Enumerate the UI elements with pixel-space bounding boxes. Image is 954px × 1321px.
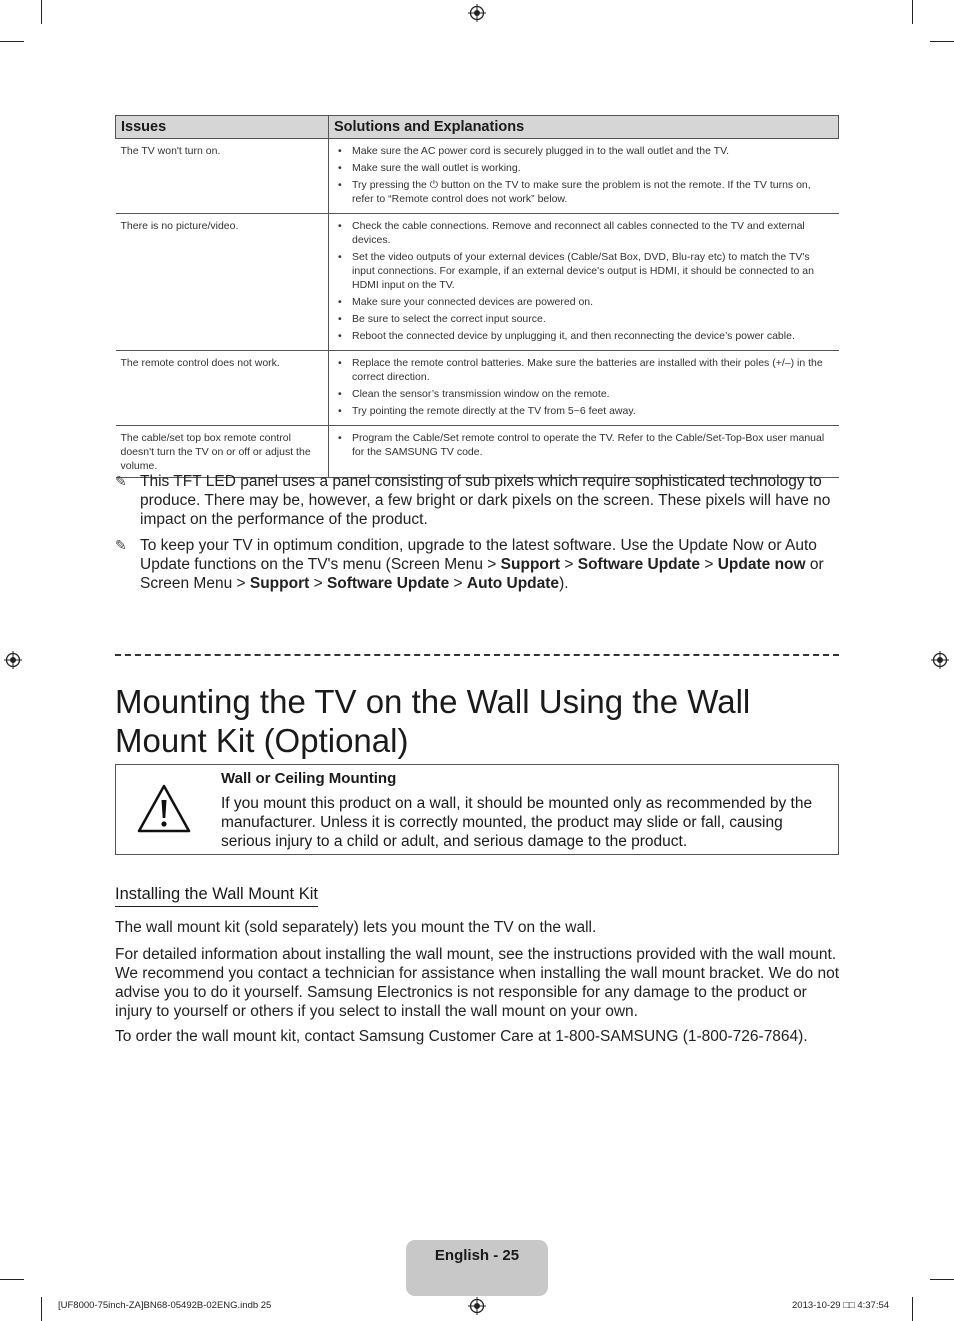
menu-separator: > xyxy=(560,556,578,573)
solution-item: • Replace the remote control batteries. Make sure the batteries are installed with their poles (+/–) in the correct direction. xyxy=(334,356,834,384)
issue-cell: The cable/set top box remote control doesn't turn the TV on or off or adjust the volume. xyxy=(116,426,329,478)
column-header-issues: Issues xyxy=(116,116,329,139)
table-row xyxy=(116,426,839,478)
solution-item: • Make sure the wall outlet is working. xyxy=(334,161,834,175)
registration-mark-icon xyxy=(468,4,486,22)
menu-separator: > xyxy=(309,575,327,592)
menu-separator: > xyxy=(449,575,467,592)
solution-item: • Try pointing the remote directly at the TV from 5~6 feet away. xyxy=(334,404,834,418)
issue-cell: There is no picture/video. xyxy=(116,214,329,351)
troubleshooting-table xyxy=(115,115,839,478)
note-text: This TFT LED panel uses a panel consisting of sub pixels which require sophisticated technology to produce. There may be, however, a few bright or dark pixels on the screen. These pixels will have no impact on the performance of the product. xyxy=(140,473,831,528)
crop-mark xyxy=(41,1297,42,1321)
registration-mark-icon xyxy=(468,1297,486,1315)
paragraph: To order the wall mount kit, contact Samsung Customer Care at 1-800-SAMSUNG (1-800-726-7864). xyxy=(115,1028,808,1045)
file-info: [UF8000-75inch-ZA]BN68-05492B-02ENG.indb 25 xyxy=(58,1300,272,1311)
menu-path-support: Support xyxy=(500,556,561,573)
solution-item: • Reboot the connected device by unplugging it, and then reconnecting the device’s power cable. xyxy=(334,329,834,343)
note-text-segment: To keep your TV in optimum condition, upgrade to the latest software. Use the Update Now or Auto Update functions on the TV's menu (Screen Menu > xyxy=(140,537,817,573)
crop-mark xyxy=(912,1297,913,1321)
registration-mark-icon xyxy=(4,651,22,669)
page-number-tab xyxy=(406,1240,548,1296)
note-software-update xyxy=(115,536,839,593)
crop-mark xyxy=(912,0,913,24)
issue-cell: The remote control does not work. xyxy=(116,351,329,426)
crop-mark xyxy=(41,0,42,24)
table-row xyxy=(116,139,839,214)
menu-path-software-update: Software Update xyxy=(577,556,701,573)
warning-title: Wall or Ceiling Mounting xyxy=(221,770,397,787)
crop-mark xyxy=(0,1279,24,1280)
table-row xyxy=(116,351,839,426)
solution-item: • Check the cable connections. Remove and reconnect all cables connected to the TV and external devices. xyxy=(334,219,834,247)
solution-item: • Try pressing the ⏻ button on the TV to make sure the problem is not the remote. If the TV turns on, refer to “Remote control does not work” below. xyxy=(334,178,834,206)
solutions-cell xyxy=(329,214,839,351)
paragraph: For detailed information about installing the wall mount, see the instructions provided with the wall mount. We recommend you contact a technician for assistance when installing the wall mount bracket. We do not advise you to do it yourself. Samsung Electronics is not responsible for any damage to the product or injury to yourself or others if you select to install the wall mount on your own. xyxy=(115,946,839,1020)
column-header-solutions: Solutions and Explanations xyxy=(329,116,839,139)
note-text-segment: ). xyxy=(559,575,569,592)
solution-item: • Make sure the AC power cord is securely plugged in to the wall outlet and the TV. xyxy=(334,144,834,158)
menu-separator: > xyxy=(700,556,718,573)
solution-item: • Make sure your connected devices are powered on. xyxy=(334,295,834,309)
warning-triangle-icon xyxy=(136,783,192,835)
menu-path-support: Support xyxy=(249,575,310,592)
pencil-note-icon: ✎ xyxy=(115,537,127,553)
menu-path-update-now: Update now xyxy=(717,556,806,573)
crop-mark xyxy=(0,41,24,42)
solutions-cell xyxy=(329,351,839,426)
note-text-segment: or Screen Menu > xyxy=(140,556,824,592)
solution-item: • Program the Cable/Set remote control to operate the TV. Refer to the Cable/Set-Top-Box user manual for the SAMSUNG TV code. xyxy=(334,431,834,459)
solutions-cell xyxy=(329,139,839,214)
table-row xyxy=(116,214,839,351)
section-title: Mounting the TV on the Wall Using the Wall Mount Kit (Optional) xyxy=(115,683,751,760)
solution-item: • Be sure to select the correct input source. xyxy=(334,312,834,326)
menu-path-auto-update: Auto Update xyxy=(466,575,560,592)
crop-mark xyxy=(930,1279,954,1280)
issue-cell: The TV won't turn on. xyxy=(116,139,329,214)
registration-mark-icon xyxy=(931,651,949,669)
menu-path-software-update: Software Update xyxy=(326,575,450,592)
solution-item: • Set the video outputs of your external devices (Cable/Sat Box, DVD, Blu-ray etc) to match the TV's input connections. For example, if an external device's output is HDMI, it should be connected to an HDMI input on the TV. xyxy=(334,250,834,292)
print-timestamp: 2013-10-29 □□ 4:37:54 xyxy=(792,1300,890,1311)
warning-box xyxy=(115,764,839,855)
solution-item: • Clean the sensor’s transmission window on the remote. xyxy=(334,387,834,401)
crop-mark xyxy=(930,41,954,42)
section-divider xyxy=(115,654,839,656)
paragraph: The wall mount kit (sold separately) lets you mount the TV on the wall. xyxy=(115,919,597,936)
table-header-row xyxy=(116,116,839,139)
page-number: English - 25 xyxy=(434,1247,520,1264)
pencil-note-icon: ✎ xyxy=(115,473,127,489)
note-text xyxy=(140,536,839,593)
subsection-heading: Installing the Wall Mount Kit xyxy=(115,884,318,907)
solutions-cell xyxy=(329,426,839,478)
warning-body: If you mount this product on a wall, it should be mounted only as recommended by the manufacturer. Unless it is correctly mounted, the product may slide or fall, causing serious injury to a child or adult, and serious damage to the product. xyxy=(221,795,813,850)
note-pixels xyxy=(115,472,839,529)
